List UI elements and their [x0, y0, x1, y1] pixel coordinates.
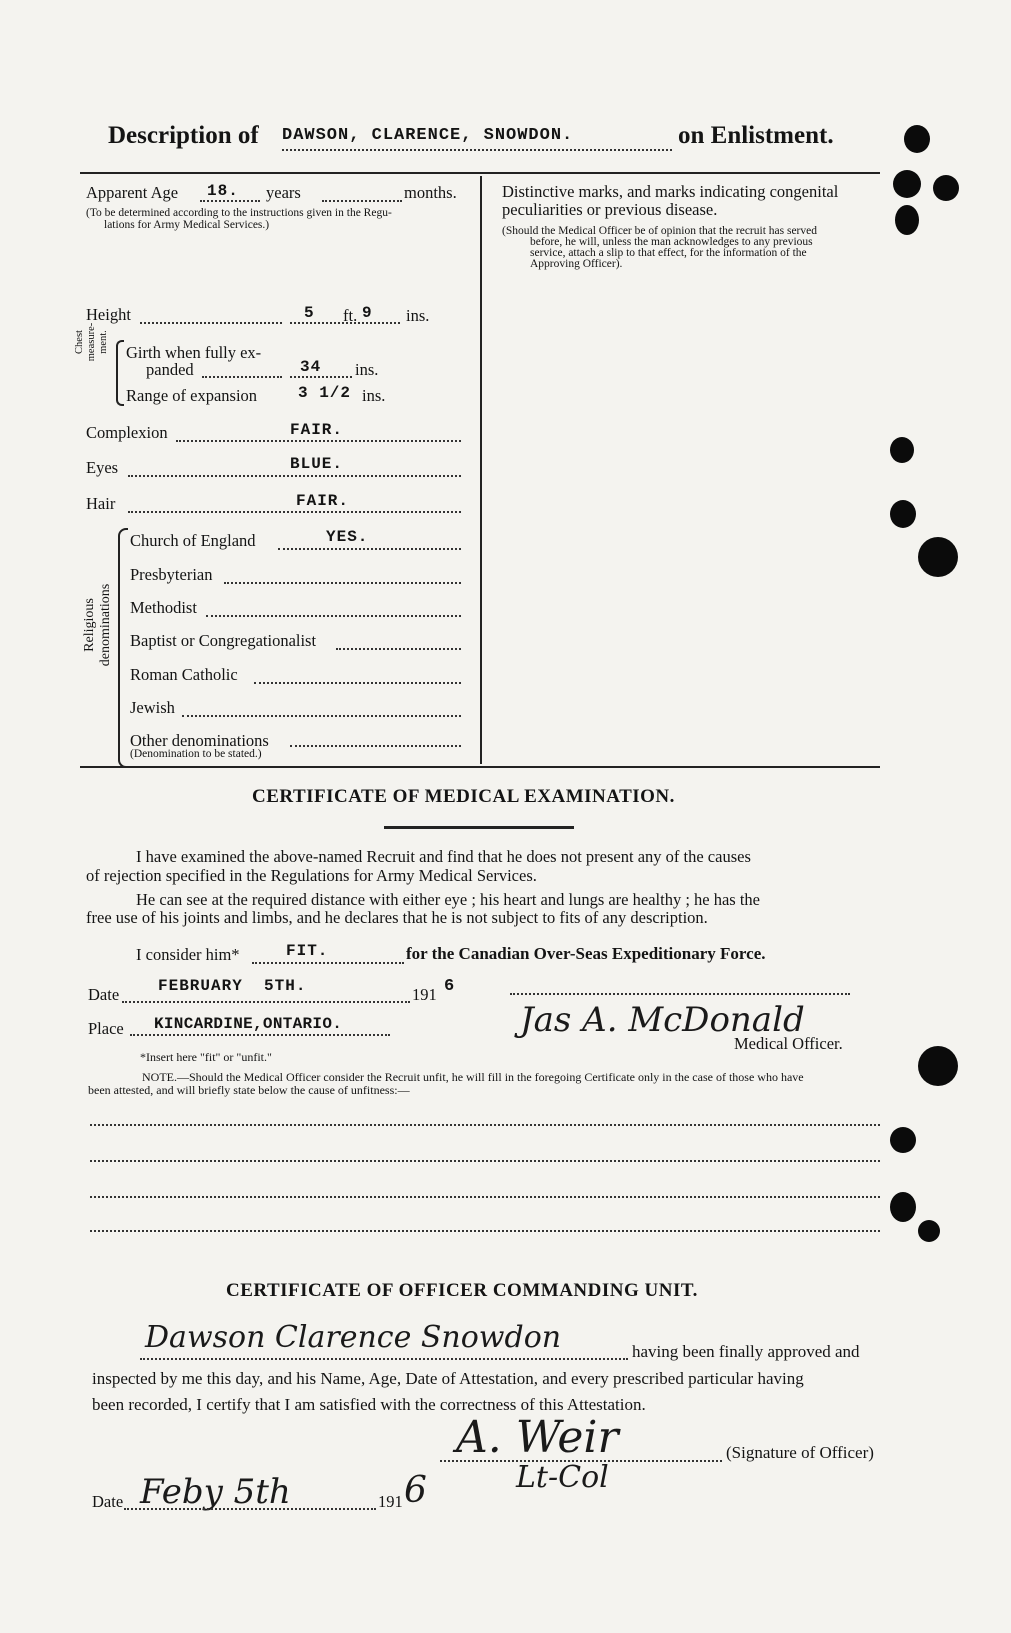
- religion-presbyterian: Presbyterian: [130, 565, 213, 584]
- commanding-date-label: Date: [92, 1492, 124, 1511]
- medical-para1-line1: I have examined the above-named Recruit and find that he does not present any of the causes: [136, 847, 751, 866]
- unfitness-line-2: [90, 1160, 880, 1162]
- commanding-rank: Lt-Col: [516, 1460, 609, 1495]
- eyes-label: Eyes: [86, 458, 119, 477]
- hair-value: FAIR.: [296, 492, 350, 510]
- height-label: Height: [86, 305, 131, 324]
- description-prefix: Description of: [108, 122, 259, 149]
- girth-label-2: panded: [146, 360, 194, 379]
- catholic-line: [254, 682, 461, 684]
- punch-hole: [890, 1192, 916, 1222]
- commanding-date-line: [124, 1508, 376, 1510]
- commanding-name-line: [140, 1358, 628, 1360]
- description-title: [108, 122, 259, 150]
- age-months: months.: [404, 183, 457, 202]
- description-suffix: on Enlistment.: [678, 122, 834, 149]
- commanding-signature: A. Weir: [456, 1412, 619, 1463]
- marks-note-3: service, attach a slip to that effect, for the information of the: [530, 247, 807, 259]
- punch-hole: [918, 1046, 958, 1086]
- medical-para2-line1: He can see at the required distance with either eye ; his heart and lungs are healthy ; he has the: [136, 890, 761, 909]
- complexion-line: [176, 440, 461, 442]
- chest-bracket: [116, 340, 124, 406]
- marks-heading-1: Distinctive marks, and marks indicating congenital: [502, 182, 839, 201]
- medical-note-2: been attested, and will briefly state below the cause of unfitness:—: [88, 1083, 410, 1097]
- punch-hole: [890, 437, 914, 463]
- commanding-year-digit: 6: [404, 1470, 427, 1511]
- other-line: [290, 745, 461, 747]
- age-years: years: [266, 183, 301, 202]
- religion-other: Other denominations: [130, 731, 269, 750]
- medical-officer-label: Medical Officer.: [734, 1034, 843, 1053]
- eyes-line: [128, 475, 461, 477]
- eyes-value: BLUE.: [290, 455, 344, 473]
- commanding-line-3: been recorded, I certify that I am satisfied with the correctness of this Attestation.: [92, 1395, 646, 1414]
- religion-side-label: [82, 560, 114, 690]
- range-label: Range of expansion: [126, 386, 258, 405]
- punch-hole: [933, 175, 959, 201]
- commanding-signature-label: (Signature of Officer): [726, 1443, 874, 1462]
- place-value: KINCARDINE,ONTARIO.: [154, 1015, 343, 1033]
- height-value-line: [290, 322, 400, 324]
- girth-label-1: Girth when fully ex-: [126, 343, 262, 362]
- range-ins: ins.: [362, 386, 386, 405]
- presbyterian-line: [224, 582, 461, 584]
- baptist-line: [336, 648, 461, 650]
- age-label: Apparent Age: [86, 183, 179, 202]
- range-value: 3 1/2: [298, 384, 352, 402]
- height-label-line: [140, 322, 282, 324]
- name-line: [282, 149, 672, 151]
- punch-hole: [890, 1127, 916, 1153]
- religion-jewish: Jewish: [130, 698, 175, 717]
- medical-year-digit: 6: [444, 977, 456, 996]
- girth-label-line: [202, 376, 282, 378]
- commanding-date-hand: Feby 5th: [140, 1472, 291, 1512]
- medical-date-label: Date: [88, 985, 120, 1004]
- hair-line: [128, 511, 461, 513]
- age-note-1: (To be determined according to the instructions given in the Regu-: [86, 207, 392, 219]
- punch-hole: [904, 125, 930, 153]
- age-note-2: lations for Army Medical Services.): [104, 219, 270, 231]
- religion-church-of-england: Church of England: [130, 531, 256, 550]
- chest-side-label: Chest measure-ment.: [74, 322, 109, 362]
- religion-side-text: Religious denominations: [82, 583, 113, 667]
- recruit-name: DAWSON, CLARENCE, SNOWDON.: [282, 126, 574, 145]
- religion-baptist: Baptist or Congregationalist: [130, 631, 317, 650]
- age-value: 18.: [207, 182, 239, 200]
- church-value: YES.: [326, 528, 369, 546]
- height-feet: 5: [304, 304, 315, 322]
- hair-label: Hair: [86, 494, 116, 513]
- height-inches: 9: [362, 304, 373, 322]
- coe-line: [278, 548, 461, 550]
- punch-hole: [918, 537, 958, 577]
- consider-prefix: I consider him*: [136, 945, 240, 964]
- place-label: Place: [88, 1019, 124, 1038]
- punch-hole: [895, 205, 919, 235]
- commanding-title: CERTIFICATE OF OFFICER COMMANDING UNIT.: [226, 1280, 698, 1301]
- commanding-handwritten-name: Dawson Clarence Snowdon: [145, 1320, 562, 1355]
- medical-signature-line: [510, 993, 850, 995]
- commanding-year-prefix: 191: [378, 1492, 403, 1511]
- methodist-line: [206, 615, 461, 617]
- punch-hole: [918, 1220, 940, 1242]
- medical-signature: Jas A. McDonald: [520, 1000, 805, 1040]
- jewish-line: [182, 715, 461, 717]
- age-line: [200, 200, 260, 202]
- marks-note-2: before, he will, unless the man acknowledges to any previous: [530, 236, 813, 248]
- height-ins: ins.: [406, 306, 430, 325]
- medical-title: CERTIFICATE OF MEDICAL EXAMINATION.: [252, 786, 675, 807]
- consider-value: FIT.: [286, 942, 329, 960]
- punch-hole: [893, 170, 921, 198]
- months-line: [322, 200, 402, 202]
- marks-note-1: (Should the Medical Officer be of opinion that the recruit has served: [502, 225, 817, 237]
- place-line: [130, 1034, 390, 1036]
- unfitness-line-1: [90, 1124, 880, 1126]
- medical-note-1: NOTE.—Should the Medical Officer consider the Recruit unfit, he will fill in the foregoing Certificate only in the case of those who have: [142, 1070, 804, 1084]
- girth-value-line: [290, 376, 352, 378]
- religion-methodist: Methodist: [130, 598, 197, 617]
- medical-date-value: FEBRUARY 5TH.: [158, 977, 307, 995]
- medical-para1-line2: of rejection specified in the Regulations for Army Medical Services.: [86, 866, 537, 885]
- height-ft: ft.: [343, 306, 358, 325]
- commanding-line-2: inspected by me this day, and his Name, Age, Date of Attestation, and every prescribed particular having: [92, 1369, 804, 1388]
- girth-value: 34: [300, 358, 322, 376]
- religion-bracket: [118, 528, 128, 768]
- unfitness-line-3: [90, 1196, 880, 1198]
- top-rule: [80, 172, 880, 174]
- marks-note-4: Approving Officer).: [530, 258, 623, 270]
- medical-date-line: [122, 1001, 410, 1003]
- column-divider: [480, 176, 482, 764]
- medical-para2-line2: free use of his joints and limbs, and he declares that he is not subject to fits of any description.: [86, 908, 708, 927]
- unfitness-line-4: [90, 1230, 880, 1232]
- medical-year-prefix: 191: [412, 985, 437, 1004]
- religion-roman-catholic: Roman Catholic: [130, 665, 238, 684]
- complexion-label: Complexion: [86, 423, 168, 442]
- girth-ins: ins.: [355, 360, 379, 379]
- consider-suffix: for the Canadian Over-Seas Expeditionary Force.: [406, 944, 766, 963]
- complexion-value: FAIR.: [290, 421, 344, 439]
- marks-heading-2: peculiarities or previous disease.: [502, 200, 718, 219]
- commanding-line-1: having been finally approved and: [632, 1342, 860, 1361]
- punch-hole: [890, 500, 916, 528]
- religion-other-note: (Denomination to be stated.): [130, 748, 262, 760]
- mid-rule: [80, 766, 880, 768]
- medical-title-rule: [384, 826, 574, 829]
- consider-line: [252, 962, 404, 964]
- insert-note: *Insert here "fit" or "unfit.": [140, 1050, 272, 1064]
